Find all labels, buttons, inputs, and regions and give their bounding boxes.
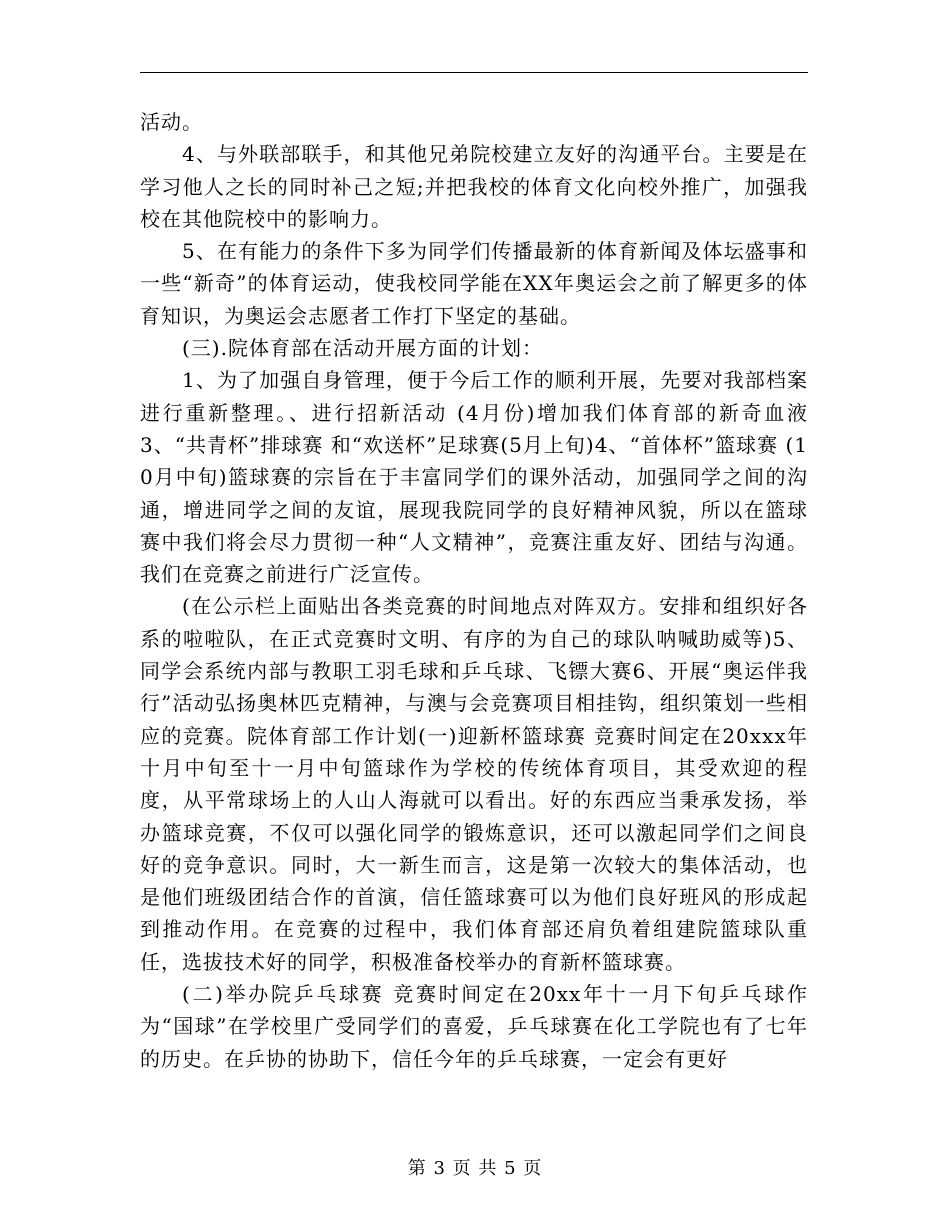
page-footer: 第 3 页 共 5 页 <box>407 1158 543 1179</box>
paragraph-basketball: (在公示栏上面贴出各类竞赛的时间地点对阵双方。安排和组织好各系的啦啦队，在正式竞赛时文明、有序的为自己的球队呐喊助威等)5、同学会系统内部与教职工羽毛球和乒乓球、飞镖大赛6、开展“奥运伴我行”活动弘扬奥林匹克精神，与澳与会竞赛项目相挂钩，组织策划一些相应的竞赛。院体育部工作计划(一)迎新杯篮球赛 竞赛时间定在20xxx年十月中旬至十一月中旬篮球作为学校的传统体育项目，其受欢迎的程度，从平常球场上的人山人海就可以看出。好的东西应当秉承发扬，举办篮球竞赛，不仅可以强化同学的锻炼意识，还可以激起同学们之间良好的竞争意识。同时，大一新生而言，这是第一次较大的集体活动，也是他们班级团结合作的首演，信任篮球赛可以为他们良好班风的形成起到推动作用。在竞赛的过程中，我们体育部还肩负着组建院篮球队重任，选拔技术好的同学，积极准备校举办的育新杯篮球赛。 <box>140 594 808 974</box>
paragraph-table-tennis: (二)举办院乒乓球赛 竞赛时间定在20xx年十一月下旬乒乓球作为“国球”在学校里广受同学们的喜爱，乒乓球赛在化工学院也有了七年的历史。在乒协的协助下，信任今年的乒乓球赛，一定会有更好 <box>140 982 808 1071</box>
paragraph-activity-plan: 1、为了加强自身管理，便于今后工作的顺利开展，先要对我部档案进行重新整理。、进行招新活动 (4月份)增加我们体育部的新奇血液3、“共青杯”排球赛 和“欢送杯”足球赛(5月上旬)4、“首体杯”篮球赛 (10月中旬)篮球赛的宗旨在于丰富同学们的课外活动，加强同学之间的沟通，增进同学之间的友谊，展现我院同学的良好精神风貌，所以在篮球赛中我们将会尽力贯彻一种“人文精神”，竞赛注重友好、团结与沟通。我们在竞赛之前进行广泛宣传。 <box>140 368 808 587</box>
header-rule <box>140 72 808 73</box>
paragraph-item-4: 4、与外联部联手，和其他兄弟院校建立友好的沟通平台。主要是在学习他人之长的同时补己之短;并把我校的体育文化向校外推广，加强我校在其他院校中的影响力。 <box>140 142 808 231</box>
document-body <box>140 106 808 1075</box>
paragraph-item-5: 5、在有能力的条件下多为同学们传播最新的体育新闻及体坛盛事和一些“新奇”的体育运动，使我校同学能在XX年奥运会之前了解更多的体育知识，为奥运会志愿者工作打下坚定的基础。 <box>140 239 808 328</box>
paragraph-continuation: 活动。 <box>140 110 203 134</box>
section-heading-3: (三).院体育部在活动开展方面的计划： <box>182 336 543 361</box>
